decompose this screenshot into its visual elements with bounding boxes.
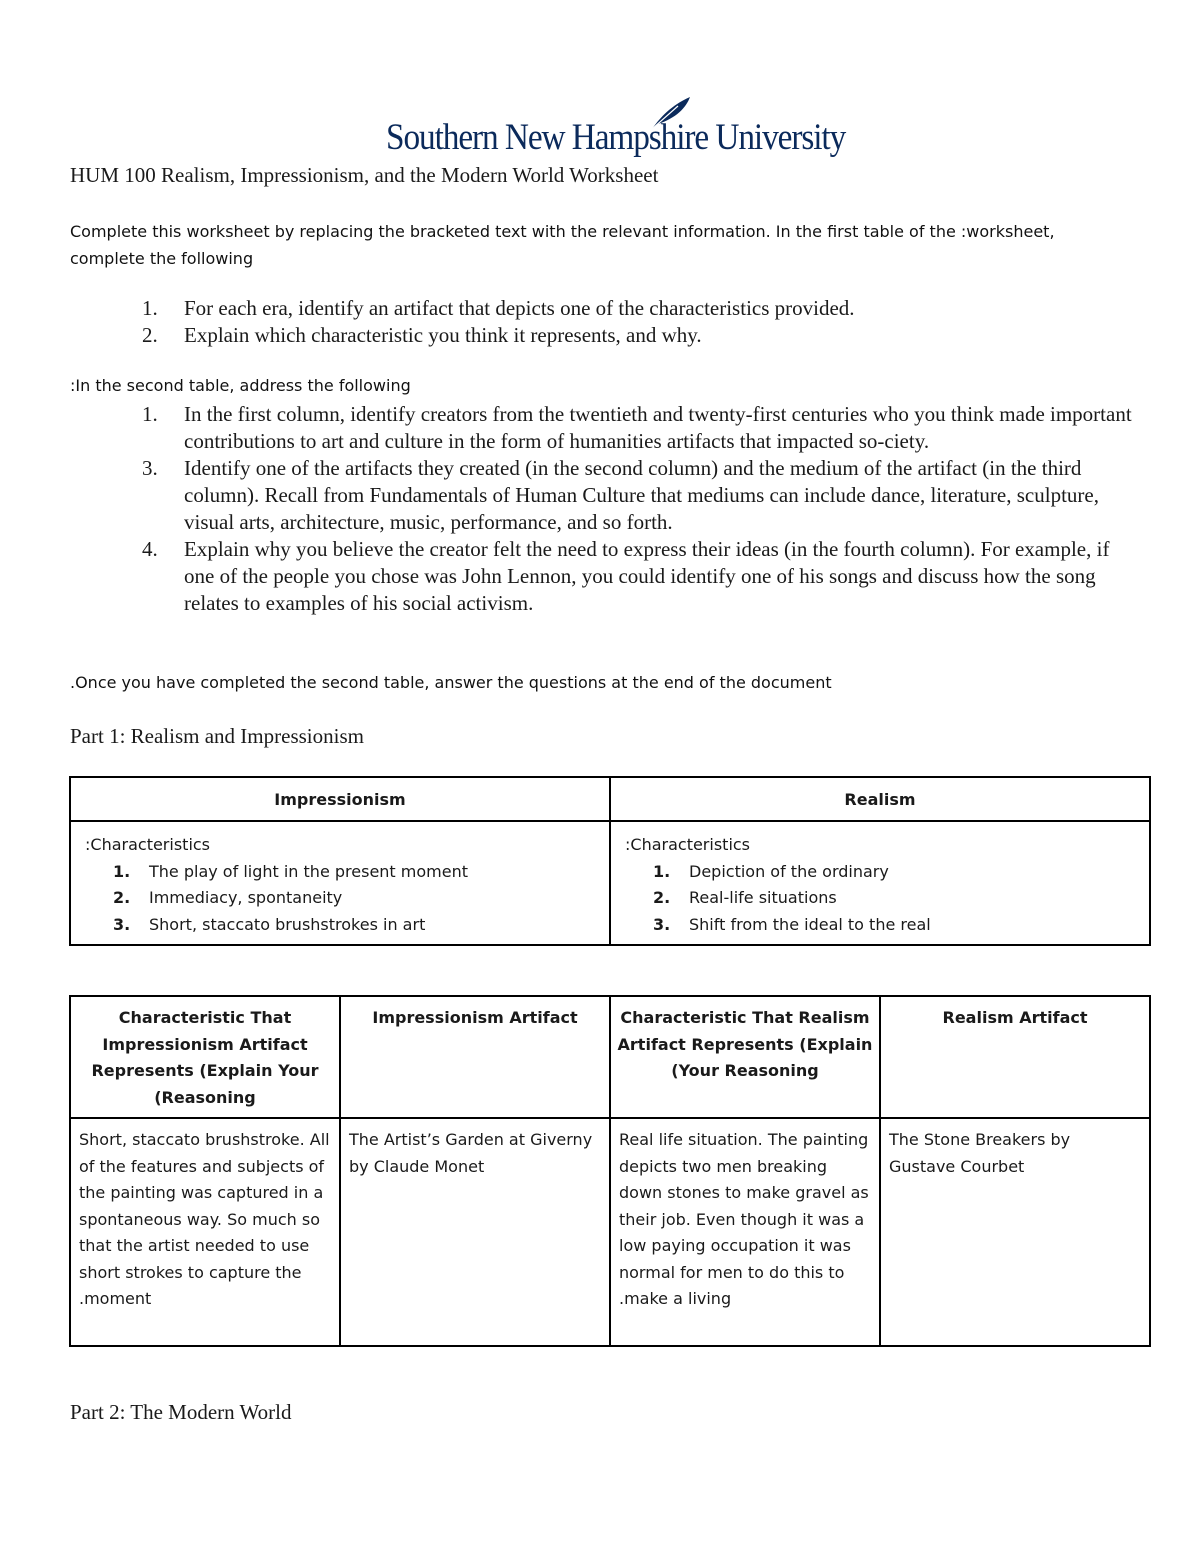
list-item: 3. Identify one of the artifacts they created (in the second column) and the medium of the artifact (in the third column). Recall from Fundamentals of Human Culture that mediums can include dance, literature, sculpture, visual arts, architecture, music, performance, and so forth. xyxy=(142,456,1099,534)
first-instruction-list xyxy=(70,295,1140,349)
realism-artifact-header: Realism Artifact xyxy=(880,996,1150,1118)
closing-instruction: .Once you have completed the second table, answer the questions at the end of the document xyxy=(70,673,832,692)
part1-heading: Part 1: Realism and Impressionism xyxy=(70,724,364,748)
list-item: 1. Depiction of the ordinary xyxy=(653,861,889,881)
impressionism-artifact-header: Impressionism Artifact xyxy=(340,996,610,1118)
list-item: 2. Immediacy, spontaneity xyxy=(113,888,343,907)
list-item: 3. Shift from the ideal to the real xyxy=(653,914,931,934)
impressionism-characteristic-header: Characteristic That Impressionism Artifact Represents (Explain Your (Reasoning xyxy=(70,996,340,1118)
university-logo xyxy=(386,96,846,162)
list-item: 4. Explain why you believe the creator felt the need to express their ideas (in the fourth column). For example, if one of the people you chose was John Lennon, you could identify one of his songs and discuss how the song relates to examples of his social activism. xyxy=(142,537,1110,615)
intro-paragraph: Complete this worksheet by replacing the bracketed text with the relevant information. In the first table of the :worksheet, complete the following xyxy=(70,222,1055,268)
document-title: HUM 100 Realism, Impressionism, and the Modern World Worksheet xyxy=(70,163,659,187)
realism-characteristics-cell xyxy=(610,821,1150,945)
list-item: 3. Short, staccato brushstrokes in art xyxy=(113,914,426,934)
realism-artifact-cell: The Stone Breakers by Gustave Courbet xyxy=(880,1118,1150,1346)
artifact-table xyxy=(69,995,1151,1347)
second-table-label: :In the second table, address the following xyxy=(70,376,411,395)
list-item: 2. Real-life situations xyxy=(653,888,837,907)
list-item: 2. Explain which characteristic you think it represents, and why. xyxy=(142,323,702,347)
impressionism-characteristics-cell xyxy=(70,821,610,945)
realism-characteristic-header: Characteristic That Realism Artifact Represents (Explain (Your Reasoning xyxy=(610,996,880,1118)
list-item: 1. The play of light in the present moment xyxy=(113,861,468,881)
characteristics-label: :Characteristics xyxy=(625,835,751,854)
part2-heading: Part 2: The Modern World xyxy=(70,1400,292,1424)
second-instruction-list xyxy=(70,401,1140,617)
characteristics-table xyxy=(69,776,1151,946)
impressionism-artifact-cell: The Artist’s Garden at Giverny by Claude Monet xyxy=(340,1118,610,1346)
impressionism-header: Impressionism xyxy=(70,777,610,821)
university-name: Southern New Hampshire University xyxy=(386,117,846,158)
realism-characteristic-cell: Real life situation. The painting depicts two men breaking down stones to make gravel as their job. Even though it was a low paying occupation it was normal for men to do this to .make a living xyxy=(610,1118,880,1346)
list-item: 1. For each era, identify an artifact that depicts one of the characteristics provided. xyxy=(142,296,855,320)
characteristics-label: :Characteristics xyxy=(85,835,211,854)
table-row xyxy=(70,1118,1150,1346)
impressionism-characteristic-cell: Short, staccato brushstroke. All of the features and subjects of the painting was captured in a spontaneous way. So much so that the artist needed to use short strokes to capture the .moment xyxy=(70,1118,340,1346)
list-item: 1. In the first column, identify creators from the twentieth and twenty-first centuries who you think made important contributions to art and culture in the form of humanities artifacts that impacted so-ciety. xyxy=(142,402,1132,453)
realism-header: Realism xyxy=(610,777,1150,821)
